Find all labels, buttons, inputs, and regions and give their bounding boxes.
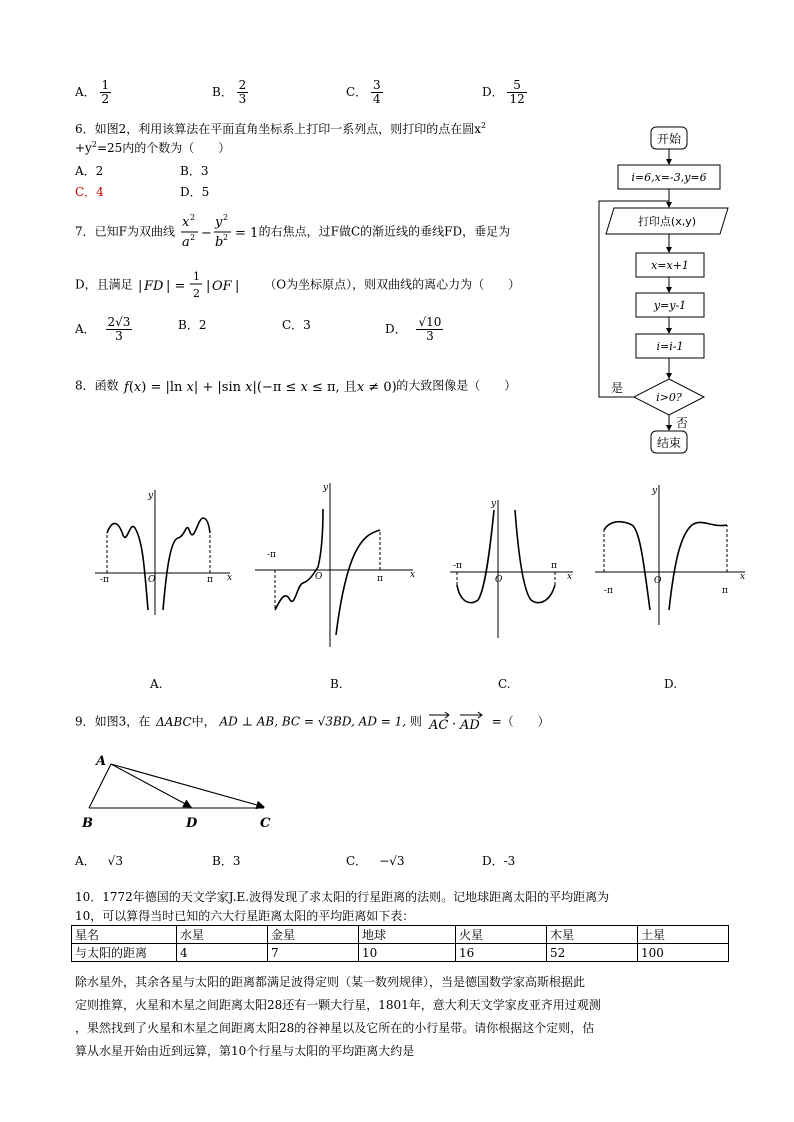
q9-option-d: D．-3 [482, 854, 516, 868]
svg-text:π: π [377, 574, 383, 584]
table-cell: 木星 [547, 926, 638, 944]
svg-text:|: | [235, 279, 240, 294]
svg-text:y: y [491, 499, 497, 509]
function-formula [122, 375, 398, 397]
svg-text:O: O [148, 575, 156, 585]
svg-text:O: O [495, 575, 503, 585]
svg-text:2: 2 [222, 213, 228, 222]
svg-text:-π: -π [267, 550, 276, 560]
q10-stem-line2: 10，可以算得当时已知的六大行星距离太阳的平均距离如下表： [75, 909, 415, 923]
table-row [72, 944, 729, 962]
flow-no-label: 否 [676, 416, 689, 430]
table-cell: 10 [359, 944, 456, 962]
svg-text:b: b [214, 235, 224, 250]
q10-stem-line1: 10．1772年德国的天文学家J.E.波得发现了求太阳的行星距离的法则。记地球距离太阳的平均距离为 [75, 890, 610, 904]
q7-stem-line2: D，且满足 | FD | = 1 2 | OF | （O为坐标原点），则双曲线的离心力为（ ） [75, 270, 521, 300]
q9-option-a: A． √3 [75, 854, 123, 868]
graph-label-b: B. [330, 677, 343, 691]
flow-init-label: i=6,x=-3,y=6 [631, 171, 707, 184]
svg-text:y: y [323, 483, 329, 493]
svg-text:-π: -π [604, 586, 613, 596]
table-cell: 7 [268, 944, 359, 962]
fraction: $\frac{5}{12}$ [509, 78, 525, 107]
table-cell: 土星 [638, 926, 729, 944]
graph-label-a: A. [150, 677, 163, 691]
q5-option-d: D． $\frac{5}{12}$ [482, 78, 525, 107]
svg-text:x: x [740, 572, 746, 582]
svg-text:π: π [551, 561, 557, 571]
flow-condition-label: i>0? [656, 391, 682, 404]
table-cell: 52 [547, 944, 638, 962]
svg-text:·: · [451, 717, 456, 732]
fraction: $\frac{1}{2}$ [101, 78, 110, 107]
q9-stem: 9．如图3，在 ΔABC中， AD ⊥ AB, BC = √3BD, AD = 1, 则 AC · AD =（ ） [75, 711, 550, 733]
q6-option-a: A．2 [75, 164, 104, 178]
q6-stem-line1: 6．如图2，利用该算法在平面直角坐标系上打印一系列点，则打印的点在圆$x^2$ [75, 121, 487, 136]
fraction: $\frac{2}{3}$ [238, 78, 247, 107]
svg-text:|: | [138, 279, 143, 294]
q6-stem-line2: $+y^2=25$内的个数为（ ） [75, 140, 231, 155]
q5-option-a: A． $\frac{1}{2}$ [75, 78, 110, 107]
curve-right [163, 518, 210, 610]
point-c-label: C [260, 816, 271, 831]
q6-option-d: D．5 [180, 185, 210, 199]
svg-text:a: a [181, 235, 190, 250]
svg-text:2: 2 [193, 287, 201, 300]
svg-text:x: x [181, 215, 190, 230]
table-cell: 火星 [456, 926, 547, 944]
svg-text:y: y [214, 215, 223, 230]
svg-text:= 1: = 1 [234, 226, 259, 241]
q7-option-d: D． $\frac{√10}{3}$ [385, 315, 442, 344]
flow-yes-label: 是 [611, 381, 624, 395]
vector-product [426, 711, 488, 733]
fraction: $\frac{3}{4}$ [373, 78, 381, 107]
point-b-label: B [82, 816, 93, 831]
svg-text:FD: FD [144, 279, 164, 294]
flow-step-y-label: y=y-1 [653, 299, 687, 312]
table-cell: 金星 [268, 926, 359, 944]
q10-paragraph-line2: 定则推算，火星和木星之间距离太阳28还有一颗大行星，1801年，意大利天文学家皮亚齐用过观测 [75, 998, 601, 1012]
table-cell: 4 [177, 944, 268, 962]
flow-step-x-label: x=x+1 [651, 259, 689, 272]
table-cell: 星名 [72, 926, 177, 944]
curve-right [336, 530, 380, 635]
flow-end-label: 结束 [656, 436, 682, 450]
q7-stem-line1: 7．已知F为双曲线 x 2 a 2 − y 2 b 2 = 1 的右焦点，过F做C的渐近线的垂线FD，垂足为 [75, 213, 511, 250]
algorithm-flowchart [596, 124, 746, 458]
planet-distance-table [71, 925, 729, 962]
graph-label-c: C. [498, 677, 511, 691]
curve-right [515, 510, 555, 603]
q7-option-c: C．3 [282, 318, 311, 332]
svg-text:OF: OF [212, 279, 233, 294]
fd-of-formula [136, 268, 260, 302]
flow-print-label: 打印点(x,y) [637, 215, 697, 228]
svg-text:x: x [227, 573, 233, 583]
svg-text:f(x) = |ln x| + |sin x|(−π ≤ x: f(x) = |ln x| + |sin x|(−π ≤ x ≤ π, 且x ≠ 0) [124, 380, 398, 395]
table-cell: 地球 [359, 926, 456, 944]
svg-text:y: y [148, 491, 154, 501]
q9-option-c: C． −√3 [346, 854, 405, 868]
q10-paragraph-line1: 除水星外，其余各星与太阳的距离都满足波得定则（某一数列规律），当是德国数学家高斯根据此 [75, 975, 586, 989]
curve-left [107, 523, 148, 610]
q5-option-c: C． $\frac{3}{4}$ [346, 78, 381, 107]
graph-option-c [445, 490, 575, 640]
svg-text:x: x [410, 570, 416, 580]
point-a-label: A [96, 754, 107, 769]
curve-left [457, 510, 494, 603]
svg-text:2: 2 [189, 233, 195, 242]
fraction: $\frac{2√3}{3}$ [107, 315, 131, 344]
q7-option-b: B．2 [178, 318, 207, 332]
graph-option-d [592, 480, 752, 630]
curve-left [604, 522, 650, 610]
svg-text:π: π [722, 586, 728, 596]
fraction: $\frac{√10}{3}$ [418, 315, 442, 344]
q6-option-c: C．4 [75, 185, 104, 199]
svg-text:AC: AC [428, 718, 449, 733]
q10-paragraph-line3: ，果然找到了火星和木星之间距离太阳28的谷神星以及它所在的小行星带。请你根据这个定则，估 [75, 1021, 595, 1035]
q7-option-a: A． $\frac{2√3}{3}$ [75, 315, 131, 344]
svg-text:π: π [207, 575, 213, 585]
q10-paragraph-line4: 算从水星开始由近到远算，第10个行星与太阳的平均距离大约是 [75, 1044, 415, 1058]
triangle-figure [78, 748, 288, 833]
table-cell: 水星 [177, 926, 268, 944]
q6-option-b: B．3 [180, 164, 209, 178]
svg-text:2: 2 [189, 213, 195, 222]
svg-text:y: y [652, 486, 658, 496]
flow-step-i-label: i=i-1 [656, 340, 684, 353]
curve-right [669, 522, 727, 610]
table-cell: 与太阳的距离 [72, 944, 177, 962]
graph-label-d: D. [664, 677, 678, 691]
table-cell: 16 [456, 944, 547, 962]
point-d-label: D [186, 816, 198, 831]
svg-text:-π: -π [453, 561, 462, 571]
svg-text:AD: AD [459, 718, 480, 733]
hyperbola-formula [179, 212, 259, 252]
svg-text:|: | [206, 279, 211, 294]
svg-text:1: 1 [193, 270, 201, 283]
svg-text:x: x [567, 572, 573, 582]
q8-stem: 8．函数 f(x) = |ln x| + |sin x|(−π ≤ x ≤ π, 且x ≠ 0) 的大致图像是（ ） [75, 375, 516, 397]
flow-start-label: 开始 [656, 132, 682, 146]
curve-left [275, 509, 323, 610]
svg-text:O: O [654, 576, 662, 586]
svg-text:2: 2 [222, 233, 228, 242]
svg-text:-π: -π [100, 575, 109, 585]
svg-text:O: O [315, 572, 323, 582]
q9-option-b: B．3 [212, 854, 241, 868]
graph-option-a [90, 480, 240, 620]
table-header-row [72, 926, 729, 944]
table-cell: 100 [638, 944, 729, 962]
svg-text:−: − [200, 226, 212, 241]
svg-text:| =: | = [166, 279, 186, 294]
graph-option-b [255, 475, 420, 650]
q5-option-b: B． $\frac{2}{3}$ [212, 78, 247, 107]
